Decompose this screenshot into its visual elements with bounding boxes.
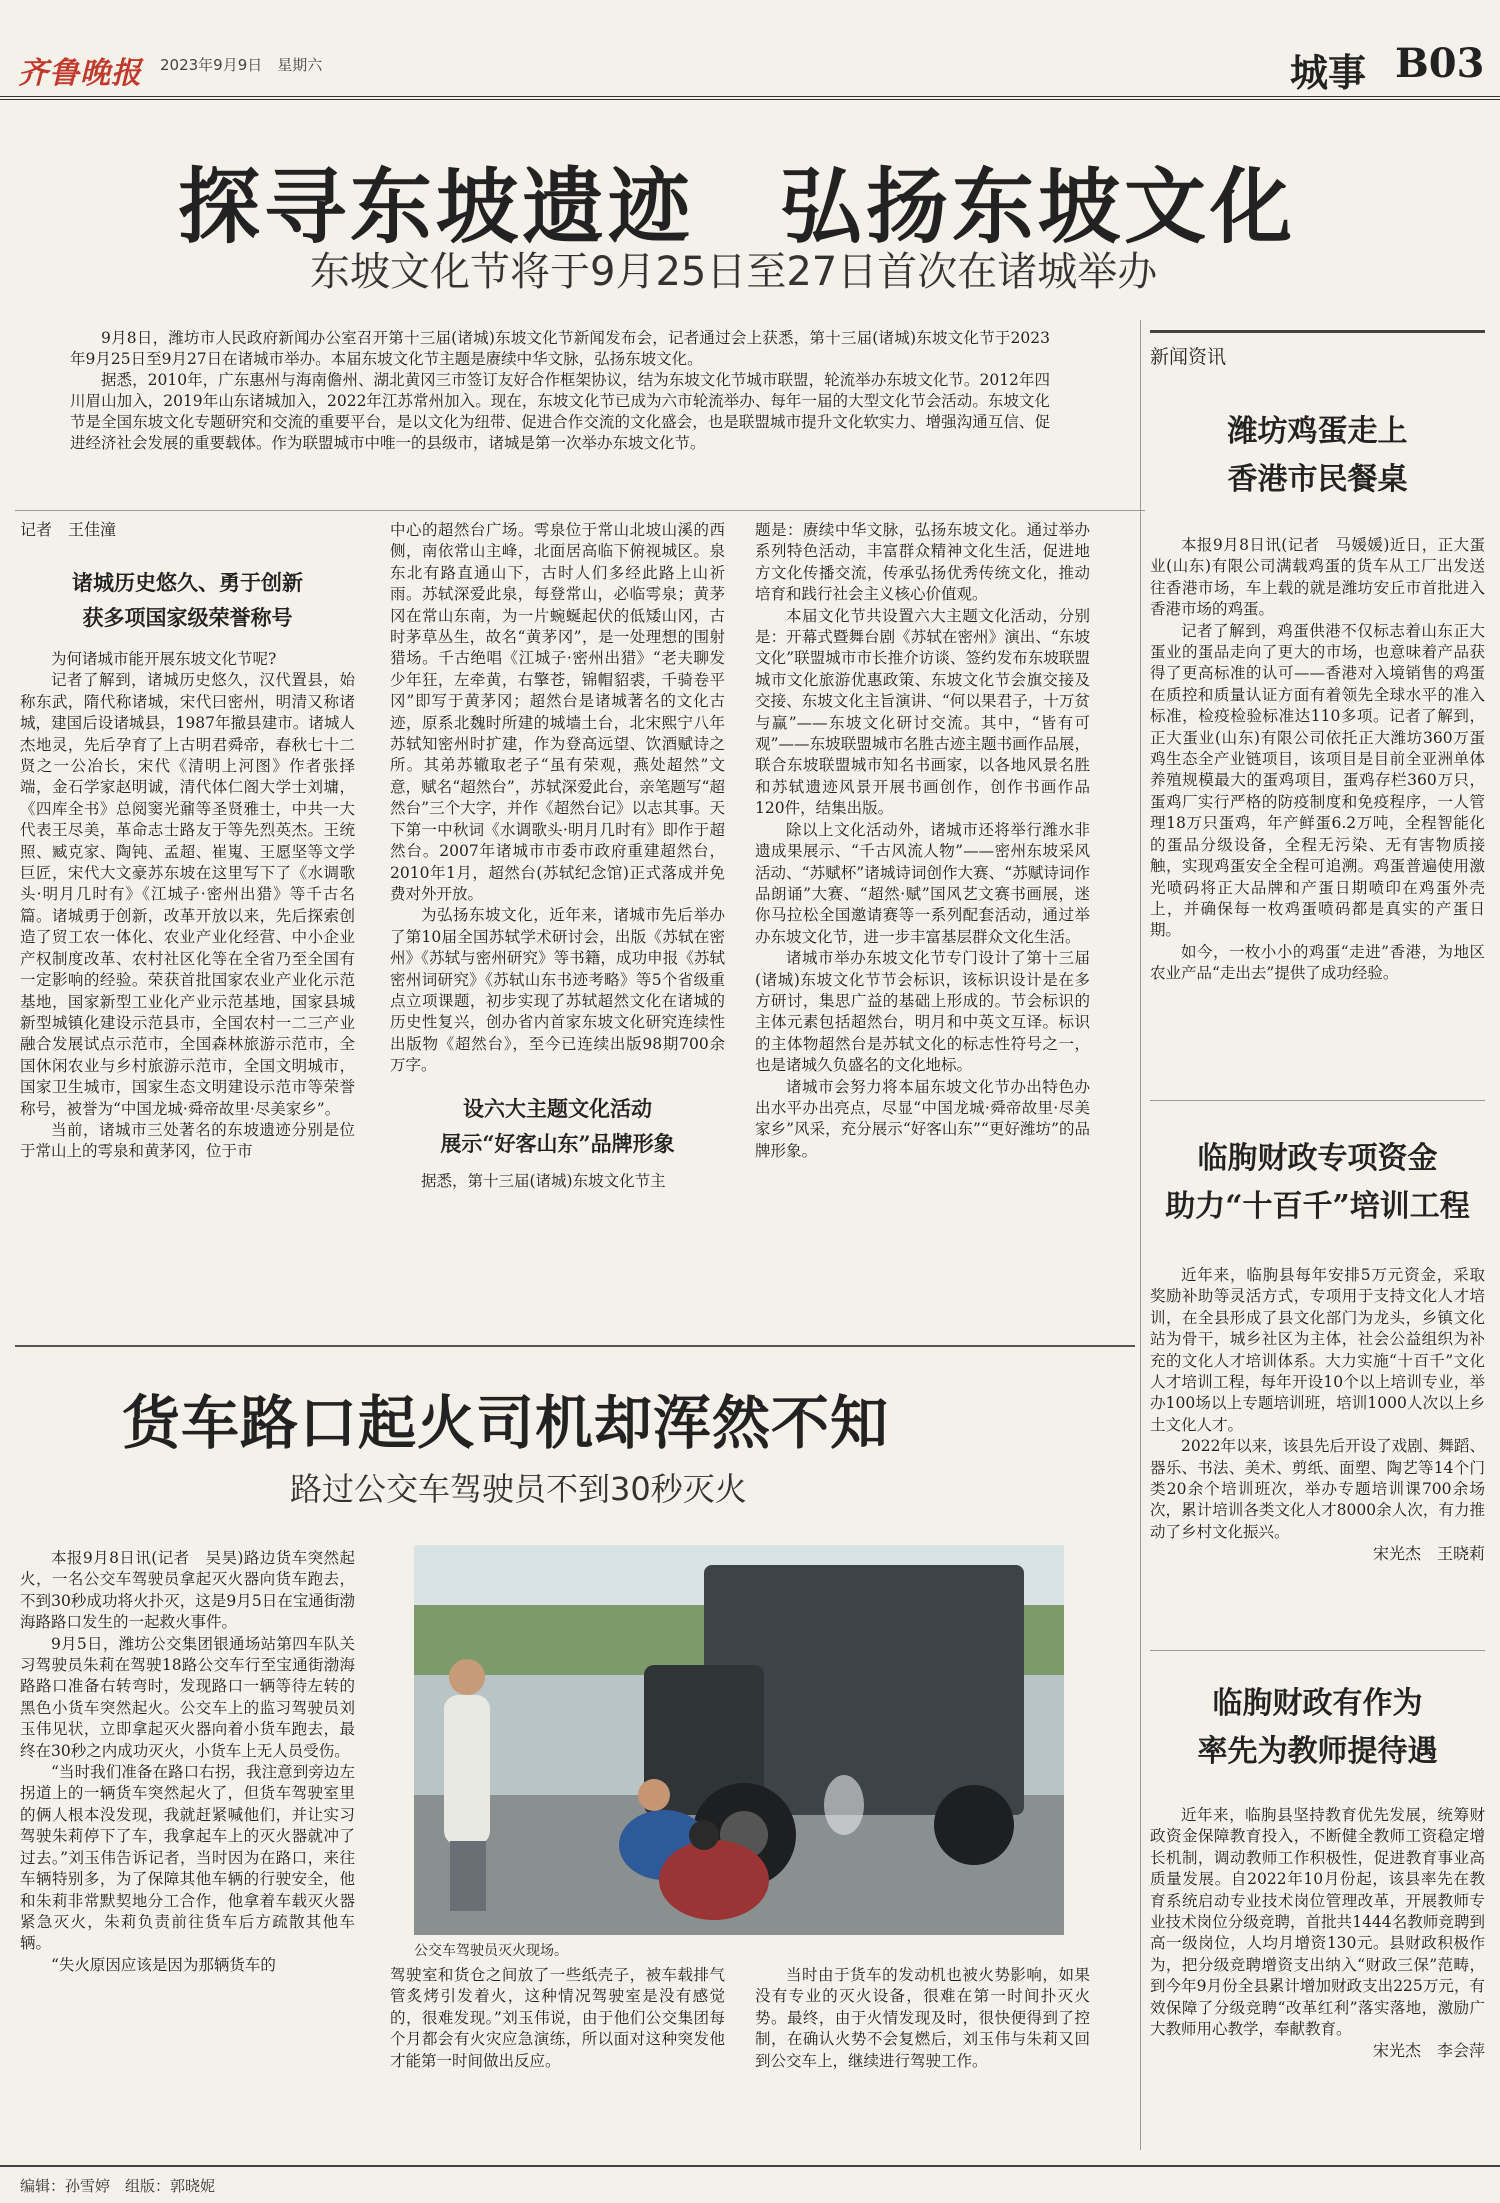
main-lead <box>70 328 1050 454</box>
column-subhead: 诸城历史悠久、勇于创新 获多项国家级荣誉称号 <box>72 570 303 630</box>
editor-credit: 编辑：孙雪婷 组版：郭晓妮 <box>20 2177 216 2195</box>
paragraph: 如今，一枚小小的鸡蛋“走进”香港，为地区农业产品“走出去”提供了成功经验。 <box>1150 942 1485 983</box>
byline: 记者 王佳潼 <box>20 520 117 539</box>
second-headline: 货车路口起火司机却浑然不知 <box>122 1389 890 1457</box>
section-name: 城事 <box>1290 50 1367 95</box>
paragraph: 中心的超然台广场。雩泉位于常山北坡山溪的西侧，南依常山主峰，北面居高临下俯视城区。泉东北有路直通山下，古时人们多经此路上山祈雨。苏轼深爱此泉，每登常山，必临雩泉；黄茅冈在常山东南，为一片蜿蜒起伏的低矮山冈，古时茅草丛生，故名“黄茅冈”，是一处理想的围射猎场。千古绝唱《江城子·密州出猎》“老夫聊发少年狂，左牵黄，右擎苍，锦帽貂裘，千骑卷平冈”即写于黄茅冈；超然台是诸城著名的文化古迹，原系北魏时所建的城墙土台，北宋熙宁八年苏轼知密州时扩建，作为登高远望、饮酒赋诗之所。其弟苏辙取老子“虽有荣观，燕处超然”文意，赋名“超然台”，苏轼深爱此台，亲笔题写“超然台”三个大字，并作《超然台记》以志其事。天下第一中秋词《水调歌头·明月几时有》即作于超然台。2007年诸城市市委市政府重建超然台，2010年1月，超然台(苏轼纪念馆)正式落成并免费对外开放。 <box>390 521 725 903</box>
news-photo <box>414 1545 1064 1935</box>
second-column-2 <box>390 1965 725 2072</box>
paragraph: 记者了解到，诸城历史悠久，汉代置县，始称东武，隋代称诸城，宋代曰密州，明清又称诸城，建国后设诸城县，1987年撤县建市。诸城人杰地灵，先后孕育了上古明君舜帝，春秋七十二贤之一公冶长，宋代《清明上河图》作者张择端，金石学家赵明诚，清代体仁阁大学士刘墉，《四库全书》总阅窦光鼐等圣贤雅士，中共一大代表王尽美，革命志士路友于等先烈英杰。王统照、臧克家、陶钝、孟超、崔嵬、王愿坚等文学巨匠，宋代大文豪苏东坡在这里写下了《水调歌头·明月几时有》《江城子·密州出猎》等千古名篇。诸城勇于创新，改革开放以来，先后探索创造了贸工农一体化、农业产业化经营、中小企业产权制度改革、农村社区化等在全省乃至全国有一定影响的经验。荣获首批国家农业产业化示范基地，国家新型工业化产业示范基地，国家县城新型城镇化建设示范县市，全国农村一二三产业融合发展试点示范市，全国森林旅游示范市，全国休闲农业与乡村旅游示范市，全国文明城市，国家卫生城市，国家生态文明建设示范市等荣誉称号，被誉为“中国龙城·舜帝故里·尽美家乡”。 <box>20 671 355 1118</box>
paragraph: 近年来，临朐县每年安排5万元资金，采取奖励补助等灵活方式，专项用于支持文化人才培训，在全县形成了县文化部门为龙头，乡镇文化站为骨干，城乡社区为主体，社会公益组织为补充的文化人才培训体系。大力实施“十百千”文化人才培训工程，每年开设10个以上培训专业，举办100场以上专题培训班，培训1000人次以上乡土文化人才。 <box>1150 1266 1485 1434</box>
second-subheadline: 路过公交车驾驶员不到30秒灭火 <box>290 1470 747 1508</box>
sidebar-divider <box>1140 320 1141 2150</box>
paragraph: 近年来，临朐县坚持教育优先发展，统筹财政资金保障教育投入，不断健全教师工资稳定增长机制，调动教师工作积极性，促进教育事业高质量发展。自2022年10月份起，该县率先在教育系统启动专业技术岗位管理改革，开展教师专业技术岗位分级竞聘，首批共1444名教师竞聘到高一级岗位，人均月增资130元。县财政积极作为，把分级竞聘增资支出纳入“财政三保”范畴，到今年9月份全县累计增加财政支出225万元，有效保障了分级竞聘“改革红利”落实落地，激励广大教师用心教学，奉献教育。 <box>1150 1806 1485 2039</box>
paragraph: 当时由于货车的发动机也被火势影响，如果没有专业的灭火设备，很难在第一时间扑灭火势。最终，由于火情发现及时，很快便得到了控制，在确认火势不会复燃后，刘玉伟与朱莉又回到公交车上，继续进行驾驶工作。 <box>755 1966 1090 2070</box>
main-column-3 <box>755 520 1090 1162</box>
main-column-2 <box>390 520 725 1192</box>
main-subheadline: 东坡文化节将于9月25日至27日首次在诸城举办 <box>310 249 1158 295</box>
column-subhead: 设六大主题文化活动 展示“好客山东”品牌形象 <box>440 1095 675 1156</box>
paragraph: 本报9月8日讯(记者 吴昊)路边货车突然起火，一名公交车驾驶员拿起灭火器向货车跑去，不到30秒成功将火扑灭，这是9月5日在宝通街渤海路路口发生的一起救火事件。 <box>20 1549 355 1632</box>
paragraph: 2022年以来，该县先后开设了戏剧、舞蹈、器乐、书法、美术、剪纸、面塑、陶艺等14个门类20余个培训班次，举办专题培训课700余场次，累计培训各类文化人才8000余人次，有力推动了乡村文化振兴。 <box>1150 1437 1485 1541</box>
paragraph: 除以上文化活动外，诸城市还将举行潍水非遗成果展示、“千古风流人物”——密州东坡采风活动、“苏赋杯”诸城诗词创作大赛、“苏赋诗词作品朗诵”大赛、“超然·赋”国风艺文赛书画展，迷你马拉松全国邀请赛等一系列配套活动，通过举办东坡文化节，进一步丰富基层群众文化生活。 <box>755 820 1090 946</box>
sidebar-story-1 <box>1150 535 1485 985</box>
sidebar-label: 新闻资讯 <box>1150 346 1227 368</box>
fire-scene-illustration <box>414 1545 1064 1935</box>
sidebar-headline: 临朐财政专项资金 助力“十百千”培训工程 <box>1165 1141 1470 1224</box>
paragraph: “失火原因应该是因为那辆货车的 <box>51 1955 276 1974</box>
sidebar-divider-1 <box>1150 1100 1485 1101</box>
issue-date: 2023年9月9日 星期六 <box>160 56 323 74</box>
sidebar-top-rule <box>1150 330 1485 333</box>
sidebar-headline: 临朐财政有作为 率先为教师提待遇 <box>1197 1686 1438 1769</box>
footer-rule <box>0 2165 1500 2167</box>
sidebar-divider-2 <box>1150 1650 1485 1651</box>
sidebar-story-3 <box>1150 1805 1485 2062</box>
paragraph: 驾驶室和货仓之间放了一些纸壳子，被车载排气管炙烤引发着火，这种情况驾驶室是没有感觉的，很难发现。”刘玉伟说，由于他们公交集团每个月都会有火灾应急演练，所以面对这种突发他才能第一时间做出反应。 <box>390 1966 725 2070</box>
paragraph: 据悉，第十三届(诸城)东坡文化节主 <box>421 1171 666 1190</box>
lead-paragraph: 9月8日，潍坊市人民政府新闻办公室召开第十三届(诸城)东坡文化节新闻发布会，记者通过会上获悉，第十三届(诸城)东坡文化节于2023年9月25日至9月27日在诸城市举办。本届东坡文化节主题是赓续中华文脉，弘扬东坡文化。 <box>70 329 1050 368</box>
story-divider <box>15 1345 1135 1347</box>
second-column-3 <box>755 1965 1090 2072</box>
masthead-rule <box>0 96 1500 100</box>
paragraph: 记者了解到，鸡蛋供港不仅标志着山东正大蛋业的蛋品走向了更大的市场，也意味着产品获得了更高标准的认可——香港对入境销售的鸡蛋在质控和质量认证方面有着领先全球水平的准入标准，检疫检验标准达110多项。记者了解到，正大蛋业(山东)有限公司依托正大潍坊360万蛋鸡生态全产业链项目，该项目是目前全亚洲单体养殖规模最大的蛋鸡项目，蛋鸡存栏360万只，蛋鸡厂实行严格的防疫制度和免疫程序，一人管理18万只蛋鸡，年产鲜蛋6.2万吨，全程智能化的蛋品分级设备，全程无污染、无有害物质接触，实现鸡蛋安全全程可追溯。鸡蛋普遍使用激光喷码将正大品牌和产蛋日期喷印在鸡蛋外壳上，并确保每一枚鸡蛋喷码都是真实的产蛋日期。 <box>1150 621 1485 940</box>
paragraph: 为弘扬东坡文化，近年来，诸城市先后举办了第10届全国苏轼学术研讨会，出版《苏轼在密州》《苏轼与密州研究》等书籍，成功申报《苏轼密州词研究》《苏轼山东书迹考略》等5个省级重点立项课题，初步实现了苏轼超然文化在诸城的历史性复兴，创办省内首家东坡文化研究连续性出版物《超然台》，至今已连续出版98期700余万字。 <box>390 906 725 1075</box>
page-number: B03 <box>1395 40 1485 87</box>
story-author: 宋光杰 李会萍 <box>1372 2041 1485 2061</box>
paragraph: 题是：赓续中华文脉，弘扬东坡文化。通过举办系列特色活动，丰富群众精神文化生活，促进地方文化传播交流，传承弘扬优秀传统文化，推动培育和践行社会主义核心价值观。 <box>755 521 1090 604</box>
paragraph: 为何诸城市能开展东坡文化节呢? <box>51 650 277 668</box>
story-author: 宋光杰 王晓莉 <box>1372 1544 1485 1564</box>
main-headline: 探寻东坡遗迹 弘扬东坡文化 <box>178 159 1297 255</box>
paragraph: 本报9月8日讯(记者 马媛媛)近日，正大蛋业(山东)有限公司满载鸡蛋的货车从工厂出发送往香港市场，车上载的就是潍坊安丘市首批进入香港市场的鸡蛋。 <box>1150 536 1485 619</box>
paragraph: “当时我们准备在路口右拐，我注意到旁边左拐道上的一辆货车突然起火了，但货车驾驶室里的俩人根本没发现，我就赶紧喊他们，并让实习驾驶朱莉停下了车，我拿起车上的灭火器就冲了过去。”刘玉伟告诉记者，当时因为在路口，来往车辆特别多，为了保障其他车辆的行驶安全，他和朱莉非常默契地分工合作，他拿着车载灭火器紧急灭火，朱莉负责前往货车后方疏散其他车辆。 <box>20 1763 355 1953</box>
paragraph: 本届文化节共设置六大主题文化活动，分别是：开幕式暨舞台剧《苏轼在密州》演出、“东坡文化”联盟城市市长推介访谈、签约发布东坡联盟城市文化旅游优惠政策、东坡文化节会旗交接及交接、东坡文化主旨演讲、“何以果君子，十万贫与赢”——东坡文化研讨交流。其中，“皆有可观”——东坡联盟城市名胜古迹主题书画作品展，联合东坡联盟城市知名书画家，以各地风景名胜和苏轼遗迹风景开展书画创作，创作书画作品120件，结集出版。 <box>755 606 1090 818</box>
paragraph: 诸城市举办东坡文化节专门设计了第十三届(诸城)东坡文化节节会标识，该标识设计是在多方研讨，集思广益的基础上形成的。节会标识的主体元素包括超然台，明月和中英文互译。标识的主体物超然台是苏轼文化的标志性符号之一，也是诸城久负盛名的文化地标。 <box>755 949 1090 1075</box>
masthead-logo: 齐鲁晚报 <box>18 56 142 91</box>
sidebar-headline: 潍坊鸡蛋走上 香港市民餐桌 <box>1227 414 1408 497</box>
lead-divider <box>15 510 1145 511</box>
paragraph: 当前，诸城市三处著名的东坡遗迹分别是位于常山上的雩泉和黄茅冈，位于市 <box>20 1120 355 1161</box>
paragraph: 9月5日，潍坊公交集团银通场站第四车队关习驾驶员朱莉在驾驶18路公交车行至宝通街渤海路路口准备右转弯时，发现路口一辆等待左转的黑色小货车突然起火。公交车上的监习驾驶员刘玉伟见状，立即拿起灭火器向着小货车跑去，最终在30秒之内成功灭火，小货车上无人员受伤。 <box>20 1634 355 1760</box>
main-column-1 <box>20 565 355 1163</box>
photo-caption: 公交车驾驶员灭火现场。 <box>414 1943 568 1959</box>
lead-paragraph: 据悉，2010年，广东惠州与海南儋州、湖北黄冈三市签订友好合作框架协议，结为东坡文化节城市联盟，轮流举办东坡文化节。2012年四川眉山加入，2019年山东诸城加入，2022年江苏常州加入。现在，东坡文化节已成为六市轮流举办、每年一届的大型文化节会活动。东坡文化节是全国东坡文化专题研究和交流的重要平台，是以文化为纽带、促进合作交流的文化盛会，也是联盟城市提升文化软实力、增强沟通互信、促进经济社会发展的重要载体。作为联盟城市中唯一的县级市，诸城是第一次举办东坡文化节。 <box>70 371 1050 452</box>
second-column-1 <box>20 1548 355 1976</box>
paragraph: 诸城市会努力将本届东坡文化节办出特色办出水平办出亮点，尽显“中国龙城·舜帝故里·尽美家乡”风采，充分展示“好客山东”“更好潍坊”的品牌形象。 <box>755 1077 1090 1160</box>
